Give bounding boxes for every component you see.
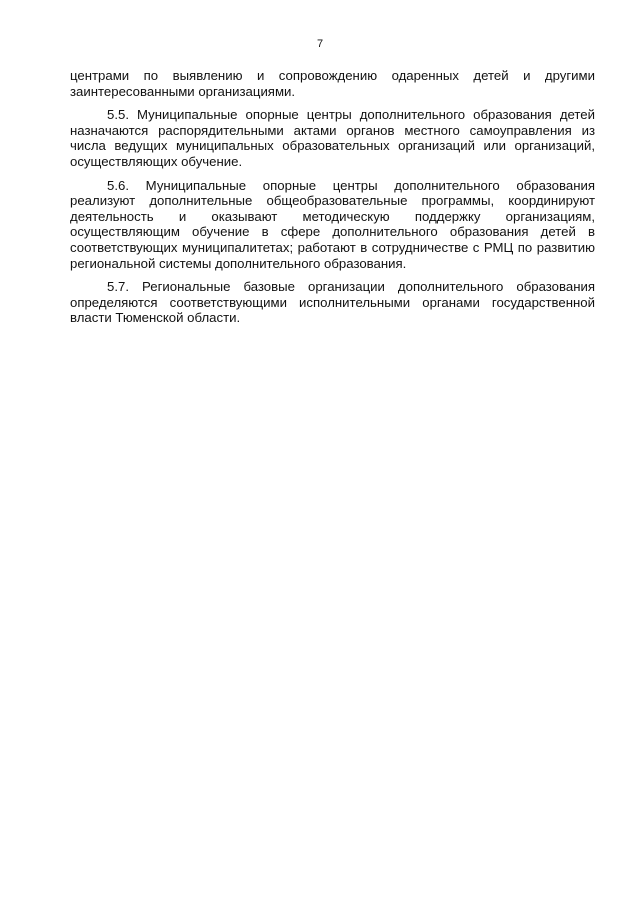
paragraph-continuation: центрами по выявлению и сопровождению одаренных детей и другими заинтересованными организациями. xyxy=(70,68,595,99)
document-body xyxy=(70,68,595,334)
page-number: 7 xyxy=(316,38,324,50)
paragraph-5-5: 5.5. Муниципальные опорные центры дополнительного образования детей назначаются распорядительными актами органов местного самоуправления из числа ведущих муниципальных образовательных организаций или организаций, осуществляющих обучение. xyxy=(70,107,595,169)
paragraph-5-7: 5.7. Региональные базовые организации дополнительного образования определяются соответствующими исполнительными органами государственной власти Тюменской области. xyxy=(70,279,595,326)
paragraph-5-6: 5.6. Муниципальные опорные центры дополнительного образования реализуют дополнительные общеобразовательные программы, координируют деятельность и оказывают методическую поддержку организациям, осуществляющим обучение в сфере дополнительного образования детей в соответствующих муниципалитетах; работают в сотрудничестве с РМЦ по развитию региональной системы дополнительного образования. xyxy=(70,177,595,271)
